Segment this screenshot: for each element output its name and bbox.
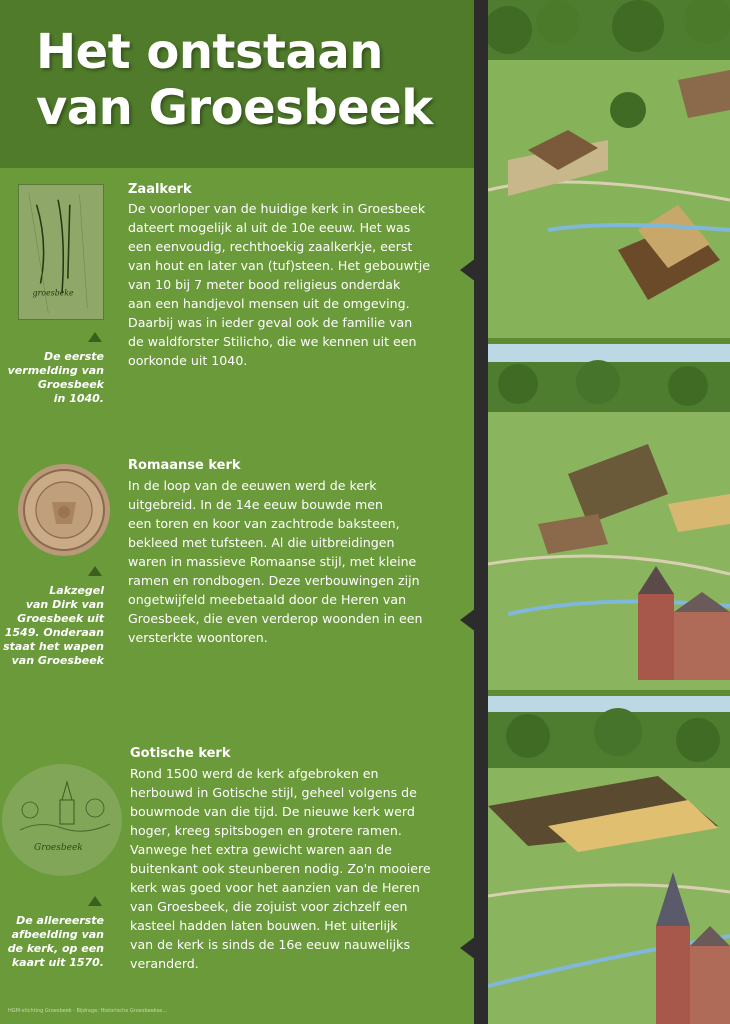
village-landscape-romaanse-kerk-image: [488, 344, 730, 690]
map-sketch-image: [0, 760, 124, 880]
village-landscape-zaalkerk-image: [488, 0, 730, 338]
caption-3: De allereerste afbeelding van de kerk, op een kaart uit 1570.: [7, 914, 104, 969]
handwritten-document-image: [18, 184, 104, 320]
section-heading-gotische-kerk: Gotische kerk: [130, 746, 231, 761]
thumb-document-text: groesbeke: [32, 288, 74, 298]
title-line-2: van Groesbeek: [36, 80, 433, 136]
section-body-romaanse-kerk: In de loop van de eeuwen werd de kerk uitgebreid. In de 14e eeuw bouwde men een toren en koor van zachtrode baksteen, bekleed met tufsteen. Al die uitbreidingen waren in massieve Romaanse stijl, met kleine ramen en rondbogen. Deze verbouwingen zijn ongetwijfeld meebetaald door de Heren van Groesbeek, die even verderop woonden in een versterkte woontoren.: [128, 478, 423, 645]
section-heading-romaanse-kerk: Romaanse kerk: [128, 458, 241, 473]
vertical-divider: [474, 0, 488, 1024]
caption-arrow-2: [88, 566, 102, 576]
page-title: [36, 24, 433, 136]
section-body-gotische-kerk: Rond 1500 werd de kerk afgebroken en herbouwd in Gotische stijl, geheel volgens de bouwmode van die tijd. De nieuwe kerk werd hoger, kreeg spitsbogen en grotere ramen. Vanwege het extra gewicht waren aan de buitenkant ook steunberen nodig. Zo'n mooiere kerk was goed voor het aanzien van de Heren van Groesbeek, die zojuist voor zichzelf een kasteel hadden laten bouwen. Het uiterlijk van de kerk is sinds de 16e eeuw nauwelijks veranderd.: [130, 766, 431, 971]
title-line-1: Het ontstaan: [36, 24, 383, 80]
section-body-zaalkerk: De voorloper van de huidige kerk in Groesbeek dateert mogelijk al uit de 10e eeuw. Het was een eenvoudig, rechthoekig zaalkerkje, eerst van hout en later van (tuf)steen. Het gebouwtje van 10 bij 7 meter bood religieus onderdak aan een handjevol mensen uit de omgeving. Daarbij was in ieder geval ook de familie van de waldforster Stilicho, die we kennen uit een oorkonde uit 1040.: [128, 201, 430, 368]
caption-2: Lakzegel van Dirk van Groesbeek uit 1549. Onderaan staat het wapen van Groesbeek: [3, 584, 104, 667]
wax-seal-image: [16, 462, 112, 558]
map-sketch-text: Groesbeek: [34, 843, 83, 853]
section-heading-zaalkerk: Zaalkerk: [128, 182, 192, 197]
footer-credit: HGM-stichting Groesbeek · Bijdrage: Historische Groesbeekse...: [8, 1008, 168, 1014]
caption-arrow-3: [88, 896, 102, 906]
caption-1: De eerste vermelding van Groesbeek in 1040.: [7, 350, 104, 405]
title-bar: [0, 0, 476, 168]
village-landscape-gotische-kerk-image: [488, 696, 730, 1024]
caption-arrow-1: [88, 332, 102, 342]
